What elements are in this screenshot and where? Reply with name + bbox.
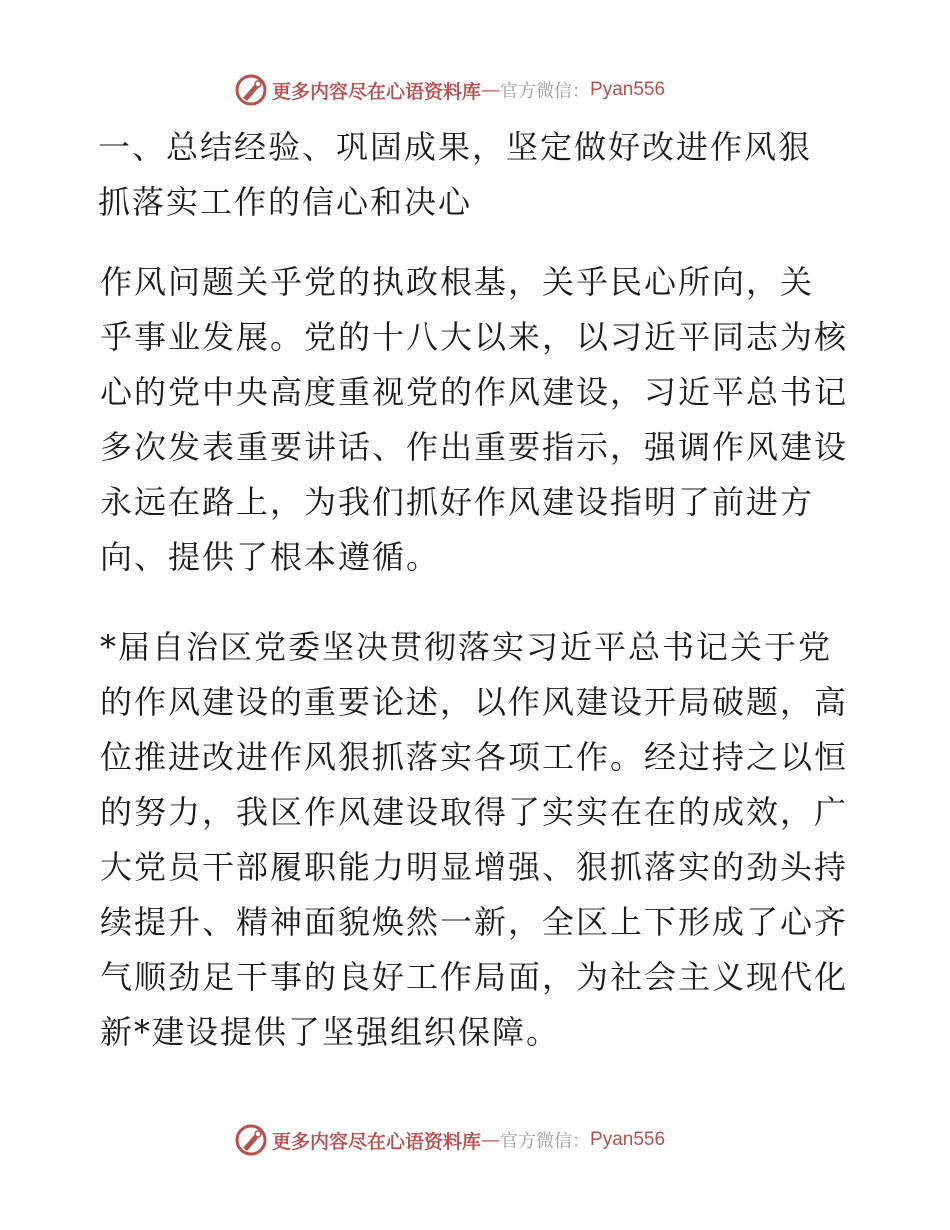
footer-watermark — [234, 1122, 665, 1158]
watermark-wechat-id: Pyan556 — [590, 1129, 666, 1150]
watermark-wechat-id: Pyan556 — [590, 79, 666, 100]
pen-logo-icon — [234, 1123, 268, 1157]
header-watermark — [234, 72, 665, 108]
watermark-title: 更多内容尽在心语资料库 — [272, 1130, 482, 1153]
watermark-title: 更多内容尽在心语资料库 — [272, 80, 482, 103]
watermark-dash: — — [481, 79, 501, 101]
watermark-label: 官方微信： — [500, 1131, 591, 1152]
paragraph-1: 作风问题关乎党的执政根基，关乎民心所向，关 乎事业发展。党的十八大以来，以习近平同志为核 心的党中央高度重视党的作风建设，习近平总书记 多次发表重要讲话、作出重要指示，强调作风建设 永远在路上，为我们抓好作风建设指明了前进方 向、提供了根本遵循。 — [100, 263, 849, 576]
watermark-dash: — — [481, 1129, 501, 1151]
watermark-label: 官方微信： — [500, 81, 591, 102]
pen-logo-icon — [234, 73, 268, 107]
section-heading: 一、总结经验、巩固成果，坚定做好改进作风狠 抓落实工作的信心和决心 — [98, 128, 813, 221]
paragraph-2: *届自治区党委坚决贯彻落实习近平总书记关于党 的作风建设的重要论述，以作风建设开局破题，高 位推进改进作风狠抓落实各项工作。经过持之以恒 的努力，我区作风建设取得了实实在在的成效，广 大党员干部履职能力明显增强、狠抓落实的劲头持 续提升、精神面貌焕然一新，全区上下形成了心齐 气顺劲足干事的良好工作局面，为社会主义现代化 新*建设提供了坚强组织保障。 — [100, 628, 849, 1051]
